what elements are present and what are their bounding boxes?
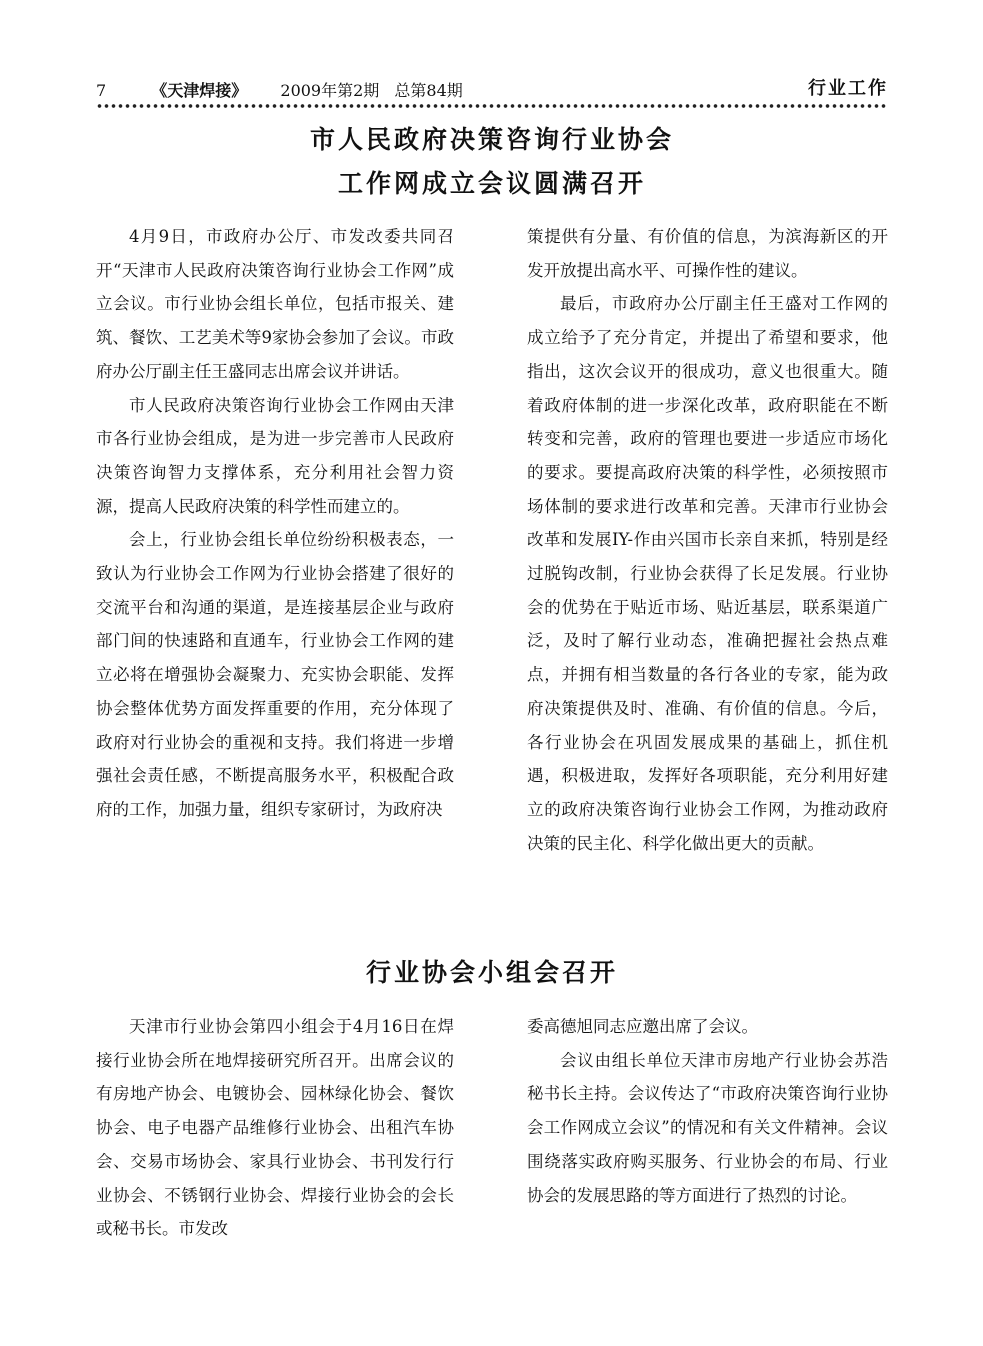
total-issue-label: 总第84期	[394, 81, 463, 100]
header-dotted-rule	[96, 103, 888, 109]
article1-paragraph: 最后，市政府办公厅副主任王盛对工作网的成立给予了充分肯定，并提出了希望和要求，他指出，这次会议开的很成功，意义也很重大。随着政府体制的进一步深化改革，政府职能在不断转变和完善，政府的管理也要进一步适应市场化的要求。要提高政府决策的科学性，必须按照市场体制的要求进行改革和完善。天津市行业协会改革和发展IY-作由兴国市长亲自来抓，特别是经过脱钩改制，行业协会获得了长足发展。行业协会的优势在于贴近市场、贴近基层，联系渠道广泛，及时了解行业动态，准确把握社会热点难点，并拥有相当数量的各行各业的专家，能为政府决策提供及时、准确、有价值的信息。今后，各行业协会在巩固发展成果的基础上，抓住机遇，积极进取，发挥好各项职能，充分利用好建立的政府决策咨询行业协会工作网，为推动政府决策的民主化、科学化做出更大的贡献。	[527, 294, 888, 853]
article2-paragraph: 天津市行业协会第四小组会于4月16日在焊接行业协会所在地焊接研究所召开。出席会议的有房地产协会、电镀协会、园林绿化协会、餐饮协会、电子电器产品维修行业协会、出租汽车协会、交易市场协会、家具行业协会、书刊发行行业协会、不锈钢行业协会、焊接行业协会的会长或秘书长。市发改	[96, 1017, 454, 1239]
page-number: 7	[96, 81, 107, 100]
article1-left-column	[96, 220, 454, 827]
article2-title: 行业协会小组会召开	[365, 958, 618, 987]
article1-paragraph: 4月9日，市政府办公厅、市发改委共同召开“天津市人民政府决策咨询行业协会工作网”成立会议。市行业协会组长单位，包括市报关、建筑、餐饮、工艺美术等9家协会参加了会议。市政府办公厅副主任王盛同志出席会议并讲话。	[96, 227, 454, 381]
header-left	[96, 78, 463, 101]
journal-name: 《天津焊接》	[151, 81, 248, 100]
article1-title-line2: 工作网成立会议圆满召开	[337, 169, 646, 198]
article2-paragraph: 会议由组长单位天津市房地产行业协会苏浩秘书长主持。会议传达了“市政府决策咨询行业协会工作网成立会议”的情况和有关文件精神。会议围绕落实政府购买服务、行业协会的布局、行业协会的发展思路的等方面进行了热烈的讨论。	[527, 1050, 888, 1205]
article2-continuation: 委高德旭同志应邀出席了会议。	[527, 1017, 758, 1036]
article1-paragraph: 市人民政府决策咨询行业协会工作网由天津市各行业协会组成，是为进一步完善市人民政府决策咨询智力支撑体系，充分利用社会智力资源，提高人民政府决策的科学性而建立的。	[96, 395, 454, 516]
issue-label: 2009年第2期	[280, 81, 380, 100]
article1-title-line1: 市人民政府决策咨询行业协会	[309, 125, 674, 154]
page-header	[96, 78, 888, 104]
article1-right-column	[527, 220, 888, 860]
article2-right-column	[527, 1010, 888, 1212]
article2-left-column	[96, 1010, 454, 1246]
section-label: 行业工作	[808, 78, 888, 99]
article1-paragraph: 会上，行业协会组长单位纷纷积极表态，一致认为行业协会工作网为行业协会搭建了很好的交流平台和沟通的渠道，是连接基层企业与政府部门间的快速路和直通车，行业协会工作网的建立必将在增强协会凝聚力、充实协会职能、发挥协会整体优势方面发挥重要的作用，充分体现了政府对行业协会的重视和支持。我们将进一步增强社会责任感，不断提高服务水平，积极配合政府的工作，加强力量，组织专家研讨，为政府决	[96, 530, 454, 819]
article1-continuation: 策提供有分量、有价值的信息，为滨海新区的开发开放提出高水平、可操作性的建议。	[527, 227, 888, 280]
